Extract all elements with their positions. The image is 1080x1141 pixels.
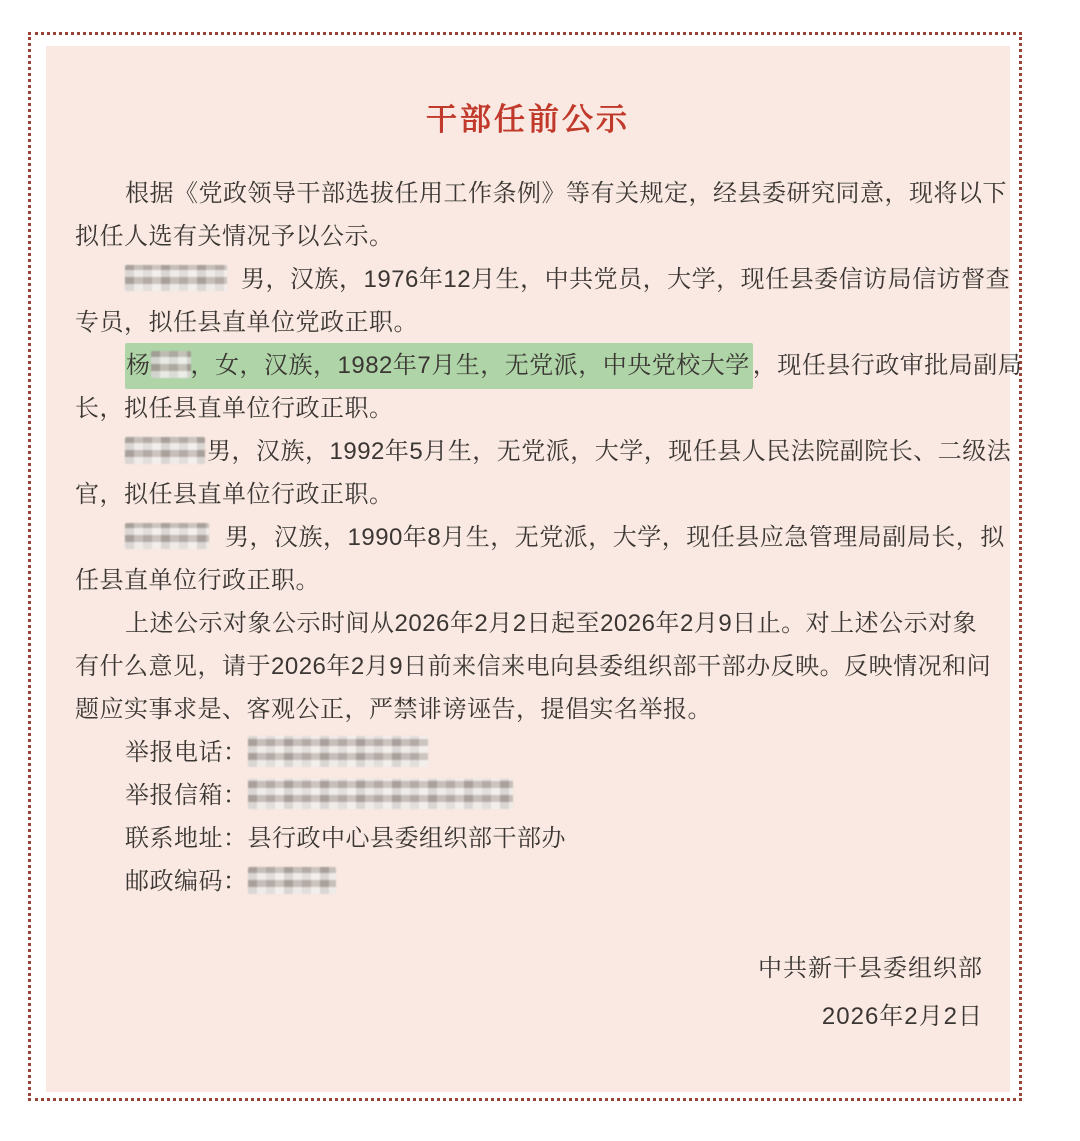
text-run: 举报信箱： [125, 782, 248, 809]
document-line [75, 172, 1007, 215]
document-line [75, 688, 1000, 731]
redacted-phone [248, 736, 428, 767]
text-run: 任县直单位行政正职。 [75, 567, 320, 594]
document-body [46, 172, 1023, 903]
document-line [75, 387, 1000, 430]
document-line [75, 430, 1012, 473]
text-run: 举报电话： [125, 739, 248, 766]
document-line [75, 645, 1000, 688]
text-run: 长，拟任县直单位行政正职。 [75, 395, 394, 422]
text-run: 有什么意见，请于2026年2月9日前来信来电向县委组织部干部办反映。反映情况和问 [75, 653, 992, 680]
document-line [75, 344, 1023, 387]
document-line [75, 559, 1000, 602]
text-run: 拟任人选有关情况予以公示。 [75, 223, 394, 250]
redacted-name-1 [125, 265, 227, 291]
document-line [75, 817, 1000, 860]
redacted-name-3 [125, 437, 205, 464]
text-run: 根据《党政领导干部选拔任用工作条例》等有关规定，经县委研究同意，现将以下 [125, 180, 1007, 207]
signature-block [46, 945, 1010, 1041]
document-title: 干部任前公示 [426, 102, 630, 137]
text-run: 邮政编码： [125, 868, 248, 895]
text-run: 男，汉族，1990年8月生，无党派，大学，现任县应急管理局副局长，拟 [225, 524, 1005, 551]
text-run: 男，汉族，1976年12月生，中共党员，大学，现任县委信访局信访督查 [241, 266, 1011, 293]
document-line [75, 516, 1005, 559]
redacted-name-2 [151, 351, 191, 378]
document-line [75, 860, 1000, 903]
redacted-postcode [248, 867, 336, 894]
text-run: 官，拟任县直单位行政正职。 [75, 481, 394, 508]
text-run: 杨 [126, 352, 151, 379]
text-run: 联系地址：县行政中心县委组织部干部办 [125, 825, 566, 852]
redacted-email [248, 779, 513, 809]
document-line [75, 602, 1000, 645]
text-run: 男，汉族，1992年5月生，无党派，大学，现任县人民法院副院长、二级法 [207, 438, 1012, 465]
document-paper [46, 46, 1023, 1092]
text-run: ，现任县行政审批局副局 [752, 352, 1023, 379]
document-line [75, 215, 1000, 258]
text-run: 专员，拟任县直单位党政正职。 [75, 309, 418, 336]
redacted-name-4 [125, 523, 209, 549]
document-line [75, 258, 1011, 301]
text-run: 题应实事求是、客观公正，严禁诽谤诬告，提倡实名举报。 [75, 696, 712, 723]
text-run: ，女，汉族，1982年7月生，无党派，中央党校大学 [190, 352, 750, 379]
document-line [75, 774, 1000, 817]
text-run: 上述公示对象公示时间从2026年2月2日起至2026年2月9日止。对上述公示对象 [125, 610, 978, 637]
highlight-mark [125, 343, 753, 389]
signature-org: 中共新干县委组织部 [758, 955, 983, 982]
document-line [75, 731, 1000, 774]
document-line [75, 473, 1000, 516]
document-line [75, 301, 1000, 344]
signature-date: 2026年2月2日 [821, 1003, 983, 1030]
